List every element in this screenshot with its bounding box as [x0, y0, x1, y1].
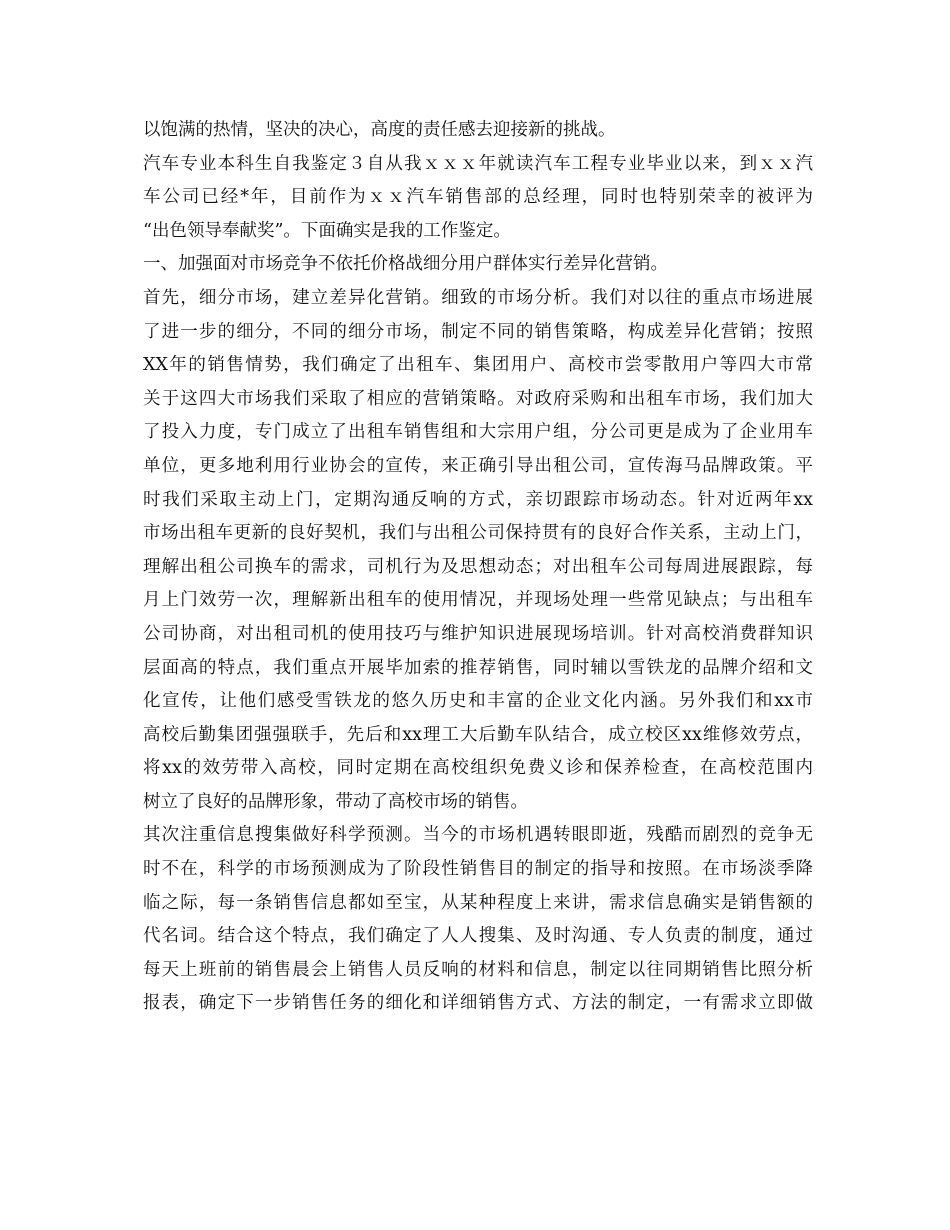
text-line: 市场出租车更新的良好契机，我们与出租公司保持贯有的良好合作关系，主动上门，: [143, 523, 813, 544]
text-line: 高校后勤集团强强联手，先后和xx理工大后勤车队结合，成立校区xx维修效劳点，: [143, 724, 813, 745]
text-line: 单位，更多地利用行业协会的宣传，来正确引导出租公司，宣传海马品牌政策。平: [143, 455, 813, 476]
text-line: 首先，细分市场，建立差异化营销。细致的市场分析。我们对以往的重点市场进展: [143, 287, 813, 308]
text-line: XX年的销售情势，我们确定了出租车、集团用户、高校市尝零散用户等四大市常: [143, 355, 813, 376]
text-line: 代名词。结合这个特点，我们确定了人人搜集、及时沟通、专人负责的制度，通过: [143, 926, 813, 947]
text-line: 时不在，科学的市场预测成为了阶段性销售目的制定的指导和按照。在市场淡季降: [143, 859, 813, 880]
text-line: 关于这四大市场我们采取了相应的营销策略。对政府采购和出租车市场，我们加大: [143, 388, 813, 409]
text-line: 临之际，每一条销售信息都如至宝，从某种程度上来讲，需求信息确实是销售额的: [143, 892, 813, 913]
text-line: “出色领导奉献奖”。下面确实是我的工作鉴定。: [143, 220, 511, 241]
text-line: 其次注重信息搜集做好科学预测。当今的市场机遇转眼即逝，残酷而剧烈的竞争无: [143, 825, 813, 846]
text-line: 了进一步的细分，不同的细分市场，制定不同的销售策略，构成差异化营销；按照: [143, 321, 813, 342]
text-line: 将xx的效劳带入高校，同时定期在高校组织免费义诊和保养检查，在高校范围内: [143, 758, 813, 779]
text-line: 理解出租公司换车的需求，司机行为及思想动态；对出租车公司每周进展跟踪，每: [143, 556, 813, 577]
text-line: 月上门效劳一次，理解新出租车的使用情况，并现场处理一些常见缺点；与出租车: [143, 590, 813, 611]
text-line: 以饱满的热情，坚决的决心，高度的责任感去迎接新的挑战。: [143, 120, 616, 140]
text-line: 化宣传，让他们感受雪铁龙的悠久历史和丰富的企业文化内涵。另外我们和xx市: [143, 691, 813, 712]
body-text: [143, 114, 813, 1021]
text-line: 时我们采取主动上门，定期沟通反响的方式，亲切跟踪市场动态。针对近两年xx: [143, 489, 813, 510]
text-line: 每天上班前的销售晨会上销售人员反响的材料和信息，制定以往同期销售比照分析: [143, 959, 813, 980]
text-line: 树立了良好的品牌形象，带动了高校市场的销售。: [143, 791, 528, 812]
text-line: 一、加强面对市场竞争不依托价格战细分用户群体实行差异化营销。: [143, 254, 668, 275]
text-line: 车公司已经*年，目前作为ｘｘ汽车销售部的总经理，同时也特别荣幸的被评为: [143, 187, 813, 208]
text-line: 了投入力度，专门成立了出租车销售组和大宗用户组，分公司更是成为了企业用车: [143, 422, 813, 443]
text-line: 公司协商，对出租司机的使用技巧与维护知识进展现场培训。针对高校消费群知识: [143, 623, 813, 644]
text-line: 报表，确定下一步销售任务的细化和详细销售方式、方法的制定，一有需求立即做: [143, 993, 813, 1014]
text-line: 层面高的特点，我们重点开展毕加索的推荐销售，同时辅以雪铁龙的品牌介绍和文: [143, 657, 813, 678]
text-line: 汽车专业本科生自我鉴定３自从我ｘｘｘ年就读汽车工程专业毕业以来，到ｘｘ汽: [143, 153, 813, 174]
